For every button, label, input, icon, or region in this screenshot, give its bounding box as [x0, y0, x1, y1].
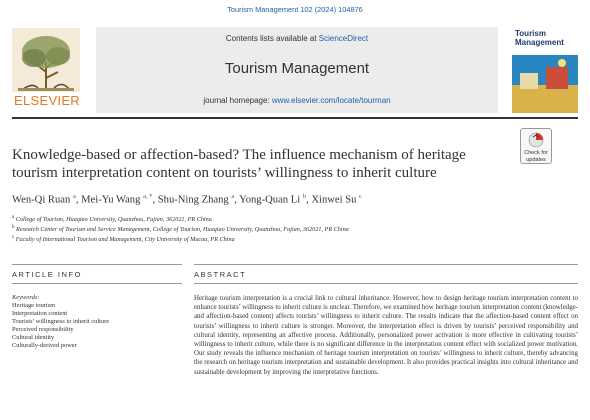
header-divider: [12, 117, 578, 119]
affiliation: [12, 235, 532, 243]
author-affiliation-mark[interactable]: b: [302, 193, 307, 200]
contents-prefix: Contents lists available at: [225, 34, 319, 43]
cover-title: Tourism Management: [515, 29, 564, 47]
contents-availability: [96, 34, 498, 43]
affiliation-text: Faculty of International Tourism and Management, City University of Macau, PR China: [15, 236, 235, 244]
journal-cover[interactable]: [512, 27, 578, 113]
keyword-list: [12, 302, 182, 351]
homepage-prefix: journal homepage:: [203, 96, 272, 105]
author-name[interactable]: Xinwei Su: [311, 194, 357, 206]
sciencedirect-link[interactable]: ScienceDirect: [318, 34, 369, 43]
keyword-item: Perceived responsibility: [12, 326, 74, 334]
keyword-item: Heritage tourism: [12, 302, 56, 309]
author-affiliation-mark[interactable]: a: [231, 193, 235, 200]
affiliation-mark: a: [12, 215, 15, 220]
author-list: Wen-Qi Ruan $^a$, Mei-Yu Wang $^{a, *}$, Shu-Ning Zhang $^a$, Yong-Quan Li $^b$, Xinwei Su $^c$: [12, 193, 362, 206]
affiliation-text: Research Center of Tourism and Service Management, College of Tourism, Huaqiao University, Quanzhou, Fujian, 362021, PR China: [16, 226, 349, 234]
affiliation-text: College of Tourism, Huaqiao University, Quanzhou, Fujian, 362021, PR China: [15, 216, 212, 224]
article-info-heading: ARTICLE INFO: [12, 270, 82, 279]
article-info-rule: [12, 283, 182, 284]
author-name[interactable]: Mei-Yu Wang: [81, 194, 141, 206]
author-affiliation-mark[interactable]: c: [359, 193, 362, 200]
author-name[interactable]: Yong-Quan Li: [239, 194, 301, 206]
affiliation: [12, 215, 532, 223]
journal-name: Tourism Management: [224, 60, 370, 77]
check-for-updates-icon: [528, 132, 544, 148]
abstract-rule: [194, 264, 578, 265]
affiliation-mark: c: [12, 235, 15, 240]
keyword-item: Interpretation content: [12, 310, 68, 318]
keyword-item: Culturally-derived power: [12, 342, 77, 350]
keyword-item: Tourists’ willingness to inherit culture: [12, 318, 110, 326]
author-name[interactable]: Wen-Qi Ruan: [12, 194, 71, 206]
journal-homepage: [96, 96, 498, 105]
journal-reference[interactable]: Tourism Management 102 (2024) 104876: [227, 5, 363, 14]
cover-photo: [512, 55, 578, 113]
article-title: Knowledge-based or affection-based? The influence mechanism of heritage tourism interpretation content on tourists’ willingness to inherit culture: [12, 147, 466, 181]
elsevier-logo-text: ELSEVIER: [14, 93, 80, 108]
affiliation-mark: b: [12, 225, 15, 230]
abstract-text: Heritage tourism interpretation is a crucial link to cultural inheritance. However, how to design heritage tourism interpretation content to enhance tourists’ willingness to inherit culture is unclear. Therefore, we examined how heritage tourism interpretation content (knowledge- and affection-based content) affects tourists’ willingness to inherit culture. The results indicate that the affection-based content effect on tourists’ willingness to inherit culture is stronger. Moreover, the interpretation effect is driven by tourists’ perceived responsibility and cultural identity, representing an affective process. Additionally, personalized power activation is more effective in cultivating tourists’ willingness to inherit culture, while there is no significant difference in the interpretation content effect with socialized power motivation. Our study reveals the influence mechanism of heritage tourism interpretation on tourists’ willingness to inherit culture, thereby advancing the research on heritage tourism interpretation and sustainable development. It also provides practical insights into cultural inheritance and sustainable development by improving the interpretative functions.: [194, 295, 578, 376]
author-name[interactable]: Shu-Ning Zhang: [157, 194, 229, 206]
author-affiliation-mark[interactable]: a, *: [143, 193, 153, 200]
abstract-heading: ABSTRACT: [194, 270, 247, 279]
keywords-label: Keywords:: [12, 294, 40, 301]
author-affiliation-mark[interactable]: a: [72, 193, 76, 200]
homepage-link[interactable]: www.elsevier.com/locate/tourman: [271, 96, 391, 105]
keyword-item: Cultural identity: [12, 334, 55, 342]
abstract-rule: [194, 283, 578, 284]
article-info-rule: [12, 264, 182, 265]
affiliation: [12, 225, 532, 233]
check-for-updates-label[interactable]: Check for updates: [524, 150, 548, 163]
